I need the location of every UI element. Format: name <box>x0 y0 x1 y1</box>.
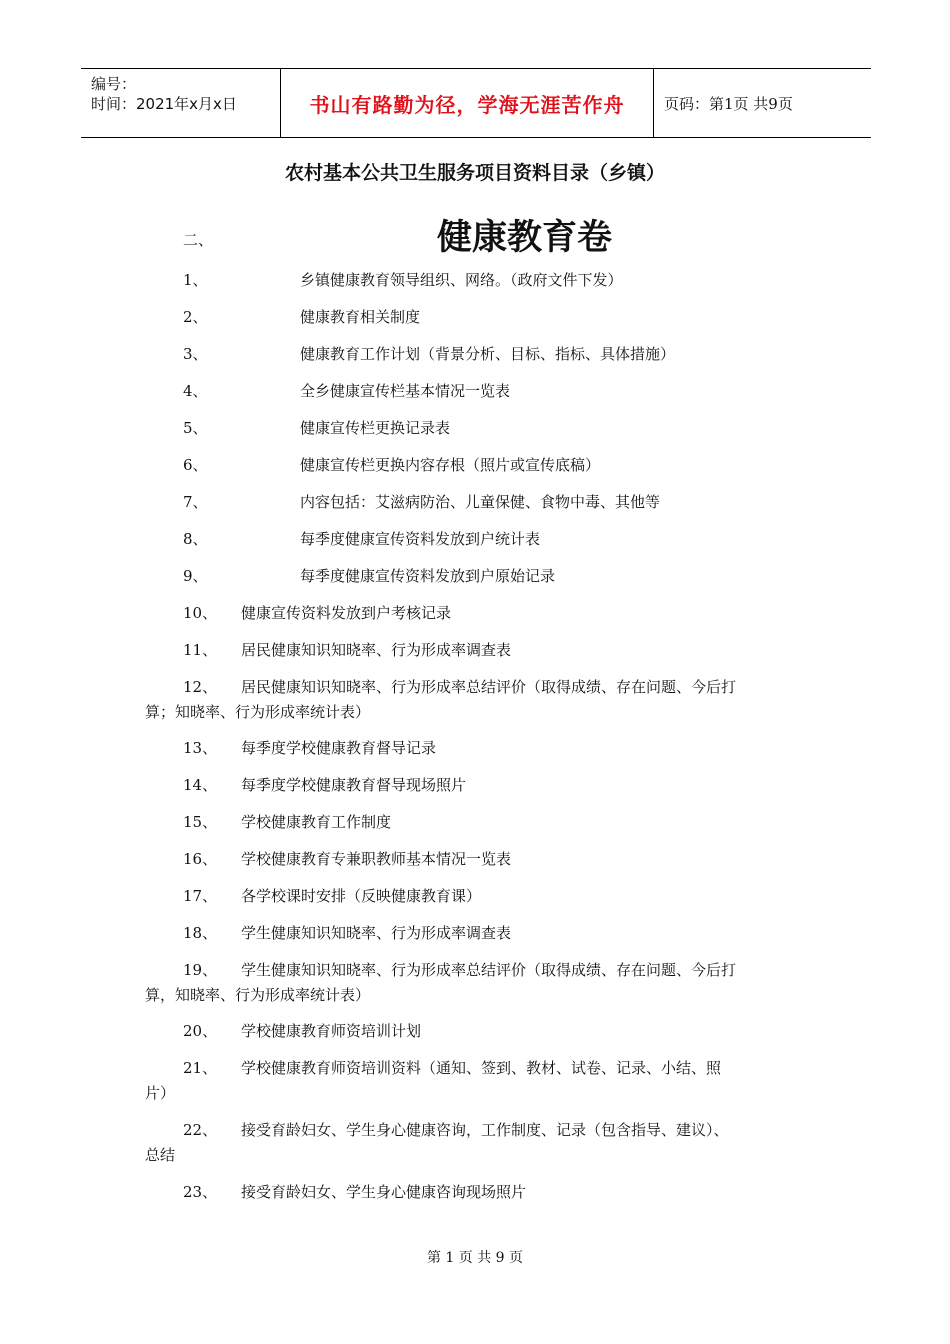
item-number: 15、 <box>183 813 218 831</box>
list-item <box>183 773 813 798</box>
header-motto-cell <box>281 69 654 137</box>
list-item <box>183 921 813 946</box>
item-text: 每季度健康宣传资料发放到户原始记录 <box>300 567 556 585</box>
item-number: 7、 <box>183 493 208 511</box>
item-text: 各学校课时安排（反映健康教育课） <box>241 887 482 905</box>
item-text: 健康教育工作计划（背景分析、目标、指标、具体措施） <box>300 345 676 363</box>
item-number: 10、 <box>183 604 218 622</box>
item-number: 21、 <box>183 1059 218 1077</box>
list-item <box>145 1056 813 1106</box>
section-number: 二、 <box>183 231 214 249</box>
code-label: 编号： <box>91 75 137 93</box>
document-title: 农村基本公共卫生服务项目资料目录（乡镇） <box>284 162 665 184</box>
list-item <box>183 1180 813 1205</box>
item-number: 2、 <box>183 308 208 326</box>
list-item <box>183 884 813 909</box>
item-text: 每季度学校健康教育督导记录 <box>241 739 437 757</box>
item-text: 学校健康教育专兼职教师基本情况一览表 <box>241 850 512 868</box>
list-item <box>183 268 813 293</box>
item-number: 20、 <box>183 1022 218 1040</box>
item-number: 23、 <box>183 1183 218 1201</box>
list-item <box>183 736 813 761</box>
item-text: 健康宣传栏更换记录表 <box>300 419 451 437</box>
list-item <box>183 847 813 872</box>
list-item <box>183 453 813 478</box>
list-item <box>183 601 813 626</box>
item-number: 17、 <box>183 887 218 905</box>
item-text: 健康宣传栏更换内容存根（照片或宣传底稿） <box>300 456 601 474</box>
item-number: 5、 <box>183 419 208 437</box>
list-item <box>183 564 813 589</box>
item-number: 13、 <box>183 739 218 757</box>
item-number: 19、 <box>183 961 218 979</box>
list-item <box>183 638 813 663</box>
item-text: 全乡健康宣传栏基本情况一览表 <box>300 382 511 400</box>
item-number: 14、 <box>183 776 218 794</box>
list-item <box>145 1118 813 1168</box>
item-number: 22、 <box>183 1121 218 1139</box>
item-text: 健康宣传资料发放到户考核记录 <box>241 604 452 622</box>
item-text: 居民健康知识知晓率、行为形成率总结评价（取得成绩、存在问题、今后打 <box>241 678 737 696</box>
list-item <box>183 527 813 552</box>
item-text-continuation: 算，知晓率、行为形成率统计表） <box>145 986 371 1004</box>
motto-text: 书山有路勤为径，学海无涯苦作舟 <box>309 92 625 117</box>
item-number: 8、 <box>183 530 208 548</box>
item-text: 学生健康知识知晓率、行为形成率总结评价（取得成绩、存在问题、今后打 <box>241 961 737 979</box>
list-item <box>145 675 813 725</box>
item-text: 健康教育相关制度 <box>300 308 421 326</box>
page-info: 页码：第1页 共9页 <box>664 94 793 113</box>
item-number: 9、 <box>183 567 208 585</box>
item-number: 18、 <box>183 924 218 942</box>
item-text-continuation: 总结 <box>145 1146 176 1164</box>
item-text-continuation: 算；知晓率、行为形成率统计表） <box>145 703 371 721</box>
item-text: 居民健康知识知晓率、行为形成率调查表 <box>241 641 512 659</box>
list-item <box>183 342 813 367</box>
header-meta-cell <box>81 69 281 137</box>
item-number: 6、 <box>183 456 208 474</box>
list-item <box>183 810 813 835</box>
item-text: 接受育龄妇女、学生身心健康咨询，工作制度、记录（包含指导、建议）、 <box>241 1121 729 1139</box>
header-page-cell <box>654 69 871 137</box>
list-item <box>145 958 813 1008</box>
item-number: 3、 <box>183 345 208 363</box>
document-header <box>81 68 871 138</box>
item-text: 内容包括：艾滋病防治、儿童保健、食物中毒、其他等 <box>300 493 661 511</box>
list-item <box>183 305 813 330</box>
list-item <box>183 490 813 515</box>
item-text: 乡镇健康教育领导组织、网络。（政府文件下发） <box>300 271 623 289</box>
item-text-continuation: 片） <box>145 1084 176 1102</box>
page-footer: 第 1 页 共 9 页 <box>426 1250 524 1266</box>
item-number: 1、 <box>183 271 208 289</box>
item-number: 12、 <box>183 678 218 696</box>
item-text: 学校健康教育师资培训计划 <box>241 1022 422 1040</box>
item-text: 学校健康教育师资培训资料（通知、签到、教材、试卷、记录、小结、照 <box>241 1059 722 1077</box>
section-title: 健康教育卷 <box>437 218 613 258</box>
item-number: 4、 <box>183 382 208 400</box>
item-text: 学生健康知识知晓率、行为形成率调查表 <box>241 924 512 942</box>
item-text: 接受育龄妇女、学生身心健康咨询现场照片 <box>241 1183 527 1201</box>
item-text: 每季度健康宣传资料发放到户统计表 <box>300 530 541 548</box>
list-item <box>183 416 813 441</box>
item-text: 每季度学校健康教育督导现场照片 <box>241 776 467 794</box>
item-number: 16、 <box>183 850 218 868</box>
item-number: 11、 <box>183 641 218 659</box>
list-item <box>183 1019 813 1044</box>
list-item <box>183 379 813 404</box>
item-text: 学校健康教育工作制度 <box>241 813 392 831</box>
time-label: 时间：2021年x月x日 <box>91 95 237 113</box>
